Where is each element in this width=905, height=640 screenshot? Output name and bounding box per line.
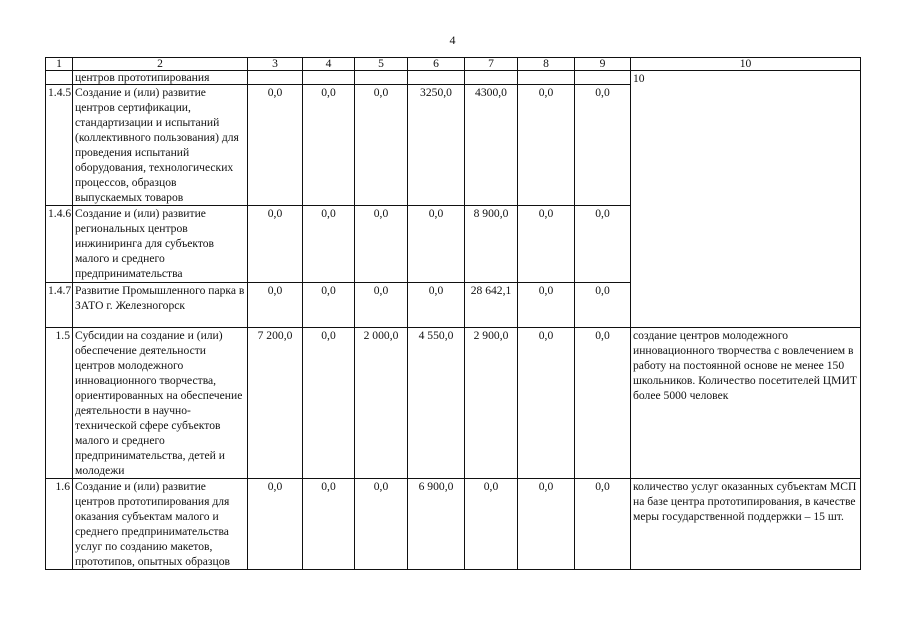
value-cell: 0,0 (518, 206, 575, 283)
row-number: 1.4.5 (46, 85, 73, 206)
row-note: создание центров молодежного инновационного творчества с вовлечением в работу на постоянной основе не менее 150 школьников. Количество посетителей ЦМИТ более 5000 человек (631, 328, 861, 479)
header-cell: 5 (355, 58, 408, 71)
header-cell: 8 (518, 58, 575, 71)
header-cell: 2 (73, 58, 248, 71)
row-note: 10 (631, 71, 861, 328)
row-name: центров прототипирования (73, 71, 248, 85)
value-cell: 0,0 (303, 283, 355, 328)
value-cell: 0,0 (355, 479, 408, 570)
row-number: 1.4.6 (46, 206, 73, 283)
value-cell: 0,0 (575, 479, 631, 570)
value-cell: 8 900,0 (465, 206, 518, 283)
value-cell (303, 71, 355, 85)
row-number: 1.5 (46, 328, 73, 479)
row-number: 1.4.7 (46, 283, 73, 328)
header-row (46, 58, 861, 71)
value-cell: 0,0 (575, 283, 631, 328)
row-name: Субсидии на создание и (или) обеспечение деятельности центров молодежного инновационного творчества, ориентированных на обеспечение деятельности в научно-технической сфере субъектов малого и среднего предпринимательства, детей и молодежи (73, 328, 248, 479)
value-cell: 0,0 (408, 206, 465, 283)
value-cell: 0,0 (303, 206, 355, 283)
value-cell (355, 71, 408, 85)
row-name: Развитие Промышленного парка в ЗАТО г. Железногорск (73, 283, 248, 328)
header-cell: 4 (303, 58, 355, 71)
value-cell: 0,0 (518, 283, 575, 328)
value-cell: 0,0 (248, 479, 303, 570)
value-cell: 0,0 (303, 85, 355, 206)
row-note: количество услуг оказанных субъектам МСП на базе центра прототипирования, в качестве меры государственной поддержки – 15 шт. (631, 479, 861, 570)
value-cell (575, 71, 631, 85)
row-name: Создание и (или) развитие региональных центров инжиниринга для субъектов малого и среднего предпринимательства (73, 206, 248, 283)
value-cell: 4300,0 (465, 85, 518, 206)
value-cell: 7 200,0 (248, 328, 303, 479)
table-row (46, 479, 861, 570)
value-cell: 0,0 (518, 328, 575, 479)
value-cell: 2 000,0 (355, 328, 408, 479)
value-cell: 0,0 (355, 85, 408, 206)
value-cell: 0,0 (248, 206, 303, 283)
table-row (46, 71, 861, 85)
value-cell (518, 71, 575, 85)
value-cell: 0,0 (408, 283, 465, 328)
header-cell: 7 (465, 58, 518, 71)
value-cell: 0,0 (355, 206, 408, 283)
program-table (45, 57, 861, 570)
row-name: Создание и (или) развитие центров прототипирования для оказания субъектам малого и среднего предпринимательства услуг по созданию макетов, прототипов, опытных образцов (73, 479, 248, 570)
value-cell: 0,0 (518, 479, 575, 570)
value-cell: 0,0 (575, 85, 631, 206)
value-cell: 28 642,1 (465, 283, 518, 328)
page-number: 4 (449, 33, 456, 47)
value-cell (465, 71, 518, 85)
value-cell: 2 900,0 (465, 328, 518, 479)
header-cell: 1 (46, 58, 73, 71)
value-cell: 0,0 (248, 283, 303, 328)
value-cell: 0,0 (575, 328, 631, 479)
value-cell: 0,0 (575, 206, 631, 283)
header-cell: 6 (408, 58, 465, 71)
value-cell: 4 550,0 (408, 328, 465, 479)
value-cell: 3250,0 (408, 85, 465, 206)
header-cell: 9 (575, 58, 631, 71)
header-cell: 3 (248, 58, 303, 71)
header-cell: 10 (631, 58, 861, 71)
value-cell (408, 71, 465, 85)
value-cell: 0,0 (248, 85, 303, 206)
row-number (46, 71, 73, 85)
row-name: Создание и (или) развитие центров сертификации, стандартизации и испытаний (коллективного пользования) для проведения испытаний оборудования, технологических процессов, образцов выпускаемых товаров (73, 85, 248, 206)
value-cell: 0,0 (355, 283, 408, 328)
value-cell: 0,0 (465, 479, 518, 570)
value-cell: 0,0 (303, 479, 355, 570)
row-number: 1.6 (46, 479, 73, 570)
value-cell: 0,0 (303, 328, 355, 479)
value-cell (248, 71, 303, 85)
value-cell: 0,0 (518, 85, 575, 206)
value-cell: 6 900,0 (408, 479, 465, 570)
table-row (46, 328, 861, 479)
